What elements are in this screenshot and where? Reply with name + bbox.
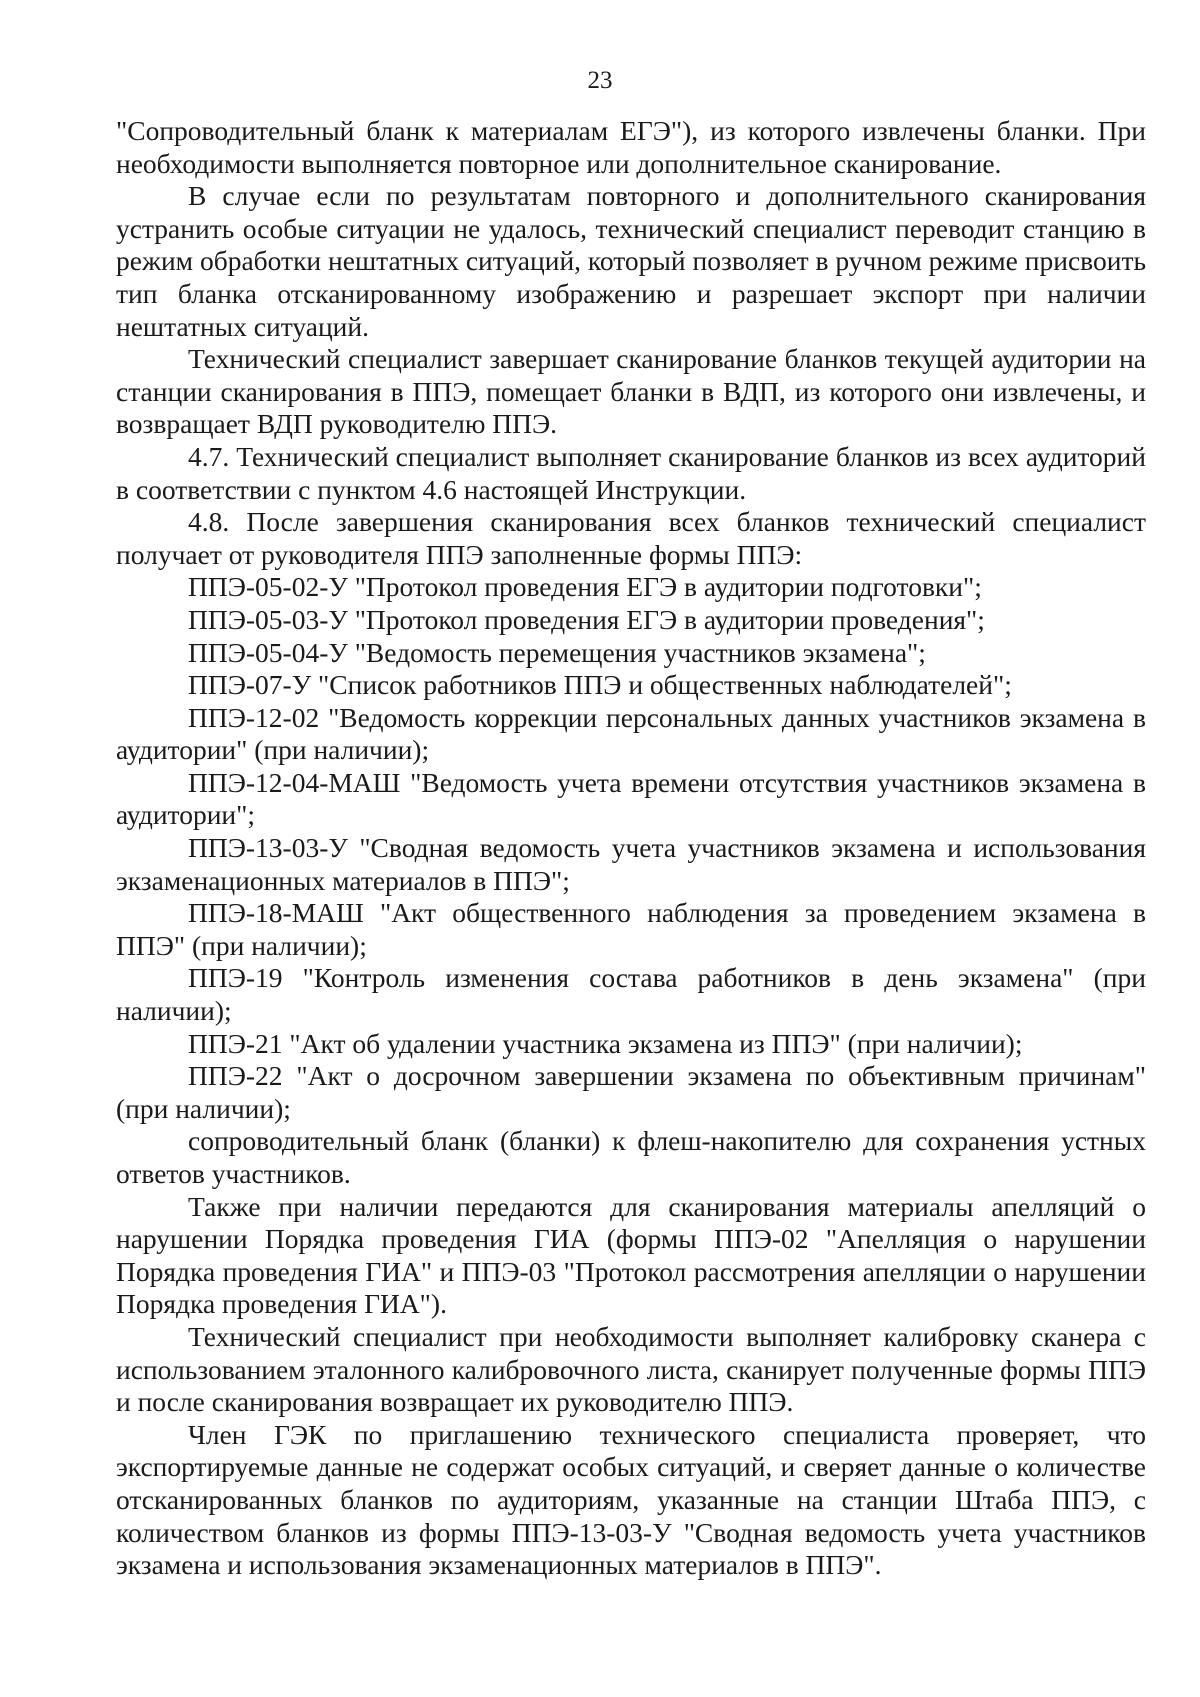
paragraph: ППЭ-19 "Контроль изменения состава работников в день экзамена" (при наличии);	[116, 962, 1146, 1027]
paragraph: ППЭ-07-У "Список работников ППЭ и общественных наблюдателей";	[188, 669, 1012, 701]
paragraph: 4.8. После завершения сканирования всех бланков технический специалист получает от руководителя ППЭ заполненные формы ППЭ:	[116, 506, 1146, 570]
document-body	[116, 115, 1146, 1582]
paragraph: ППЭ-21 "Акт об удалении участника экзамена из ППЭ" (при наличии);	[188, 1027, 1023, 1059]
page-number: 23	[587, 67, 613, 94]
paragraph: ППЭ-12-02 "Ведомость коррекции персональных данных участников экзамена в аудитории" (при наличии);	[116, 701, 1146, 766]
paragraph: ППЭ-12-04-МАШ "Ведомость учета времени отсутствия участников экзамена в аудитории";	[116, 766, 1146, 831]
paragraph: ППЭ-05-03-У "Протокол проведения ЕГЭ в аудитории проведения";	[188, 603, 985, 635]
paragraph: Также при наличии передаются для сканирования материалы апелляций о нарушении Порядка проведения ГИА (формы ППЭ-02 "Апелляция о нарушении Порядка проведения ГИА" и ППЭ-03 "Протокол рассмотрения апелляции о нарушении Порядка проведения ГИА").	[116, 1190, 1146, 1320]
paragraph: ППЭ-05-04-У "Ведомость перемещения участников экзамена";	[188, 636, 926, 668]
paragraph: В случае если по результатам повторного и дополнительного сканирования устранить особые ситуации не удалось, технический специалист переводит станцию в режим обработки нештатных ситуаций, который позволяет в ручном режиме присвоить тип бланка отсканированному изображению и разрешает экспорт при наличии нештатных ситуаций.	[116, 180, 1146, 342]
paragraph: Технический специалист завершает сканирование бланков текущей аудитории на станции сканирования в ППЭ, помещает бланки в ВДП, из которого они извлечены, и возвращает ВДП руководителю ППЭ.	[116, 343, 1146, 440]
paragraph: Член ГЭК по приглашению технического специалиста проверяет, что экспортируемые данные не содержат особых ситуаций, и сверяет данные о количестве отсканированных бланков по аудиториям, указанные на станции Штаба ППЭ, с количеством бланков из формы ППЭ-13-03-У "Сводная ведомость учета участников экзамена и использования экзаменационных материалов в ППЭ".	[116, 1418, 1146, 1581]
paragraph: сопроводительный бланк (бланки) к флеш-накопителю для сохранения устных ответов участников.	[116, 1125, 1146, 1189]
paragraph: ППЭ-13-03-У "Сводная ведомость учета участников экзамена и использования экзаменационных материалов в ППЭ";	[116, 832, 1146, 896]
paragraph: ППЭ-18-МАШ "Акт общественного наблюдения за проведением экзамена в ППЭ" (при наличии);	[116, 897, 1146, 961]
paragraph: 4.7. Технический специалист выполняет сканирование бланков из всех аудиторий в соответствии с пунктом 4.6 настоящей Инструкции.	[116, 440, 1146, 505]
paragraph: Технический специалист при необходимости выполняет калибровку сканера с использованием эталонного калибровочного листа, сканирует полученные формы ППЭ и после сканирования возвращает их руководителю ППЭ.	[116, 1320, 1146, 1418]
paragraph: "Сопроводительный бланк к материалам ЕГЭ"), из которого извлечены бланки. При необходимости выполняется повторное или дополнительное сканирование.	[116, 115, 1146, 179]
paragraph: ППЭ-05-02-У "Протокол проведения ЕГЭ в аудитории подготовки";	[188, 571, 982, 603]
paragraph: ППЭ-22 "Акт о досрочном завершении экзамена по объективным причинам" (при наличии);	[116, 1060, 1146, 1124]
